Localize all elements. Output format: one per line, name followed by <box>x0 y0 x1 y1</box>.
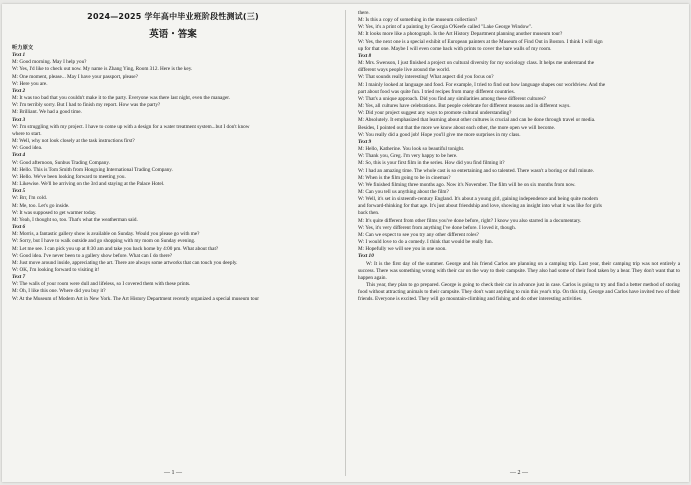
transcript-line: M: Is this a copy of something in the museum collection? <box>358 17 478 24</box>
text-label: Text 9 <box>358 138 372 145</box>
transcript-line: W: Did your project suggest any ways to promote cultural understanding? <box>358 110 512 117</box>
page-number: — 2 — <box>510 470 528 476</box>
transcript-line: W: That sounds really interesting! What aspect did you focus on? <box>358 74 494 81</box>
transcript-line: W: Here you are. <box>12 80 48 87</box>
transcript-line: Besides, I pointed out that the more we know about each other, the more open we will become. <box>358 124 556 131</box>
transcript-line: M: Morris, a fantastic gallery show is available on Sunday. Would you please go with me? <box>12 231 200 238</box>
transcript-line: M: It looks more like a photograph. Is the Art History Department planning another museum tour? <box>358 31 563 38</box>
transcript-line: W: We finished filming three months ago. Now it's November. The film will be on six months from now. <box>358 181 576 188</box>
page-number: — 1 — <box>164 470 182 476</box>
transcript-line: M: Can you tell us anything about the film? <box>358 189 449 195</box>
transcript-line: W: I'm struggling with my project. I have to come up with a design for a water treatment system...but I don't know <box>12 123 250 130</box>
transcript-paragraph: This year, they plan to go prepared. George is going to check their car in advance just in case. Carlos is going to try and find a better method of storing food without attracting animals to their campsite. They don't want anything to ruin this year's trip. On this trip, George and Carlos have invited two of their friends. Everyone is excited. They will go mountain-climbing and fishing and do other interesting activities. <box>358 282 680 303</box>
transcript-line: and forward-thinking for that age. It's just about friendship and love, showing an insight into what it was like for girls <box>358 203 602 210</box>
transcript-line: M: Absolutely. It emphasized that learning about other cultures is crucial and can be done through travel or media. <box>358 117 596 124</box>
transcript-line: M: Yeah, I thought so, too. That's what the weatherman said. <box>12 216 138 223</box>
transcript-line: W: Yes, it's a print of a painting by Georgia O'Keefe called "Lake George Window". <box>358 24 533 31</box>
transcript-line: W: Thank you, Greg. I'm very happy to be here. <box>358 153 458 160</box>
transcript-line: back then. <box>358 210 380 217</box>
transcript-line: W: At the Museum of Modern Art in New York. The Art History Department recently organized a special museum tour <box>12 295 259 302</box>
transcript-line: where to start. <box>12 130 42 137</box>
right-page <box>358 4 680 482</box>
transcript-line: W: Well, it's set in sixteenth-century England. It's about a young girl, gaining independence and being quite modern <box>358 196 599 203</box>
left-transcript <box>12 52 334 303</box>
transcript-line: M: Brilliant. We had a good time. <box>12 109 82 116</box>
text-label: Text 6 <box>12 223 26 230</box>
transcript-line: M: Oh, I like this one. Where did you buy it? <box>12 288 106 295</box>
transcript-line: W: That's a unique approach. Did you find any similarities among these different cultures? <box>358 95 546 102</box>
transcript-line: W: Yes, it's very different from anything I've done before. I loved it, though. <box>358 224 517 231</box>
text-label: Text 10 <box>358 253 374 260</box>
page-title: 2024—2025 学年高中毕业班阶段性测试(三) <box>87 12 259 21</box>
transcript-line: M: It's quite different from other films you've done before, right? I know you also starred in a documentary. <box>358 217 582 224</box>
text-label: Text 4 <box>12 152 26 159</box>
transcript-line: there. <box>358 10 370 16</box>
transcript-line: W: I had an amazing time. The whole cast is so entertaining and so talented. There wasn't a boring or dull minute. <box>358 167 594 174</box>
transcript-line: W: Yes, I'd like to check out now. My name is Zhang Ying, Room 312. Here is the key. <box>12 66 193 73</box>
transcript-line: W: Sorry, but I have to walk outside and go shopping with my mom on Sunday evening. <box>12 238 196 245</box>
transcript-line: W: You really did a good job! Hope you'll give me more surprises in my class. <box>358 131 521 138</box>
section-label: 听力原文 <box>12 45 34 51</box>
text-label: Text 8 <box>358 52 372 59</box>
text-label: Text 7 <box>12 274 26 281</box>
transcript-line: W: Good afternoon, Sunbus Trading Company. <box>12 159 110 166</box>
transcript-line: M: Good morning. May I help you? <box>12 59 87 66</box>
transcript-line: M: One moment, please... May I have your passport, please? <box>12 73 138 80</box>
text-label: Text 3 <box>12 116 26 123</box>
text-label: Text 2 <box>12 87 26 94</box>
right-transcript <box>358 10 680 304</box>
text-label: Text 5 <box>12 188 26 195</box>
transcript-line: different ways people live around the world. <box>358 67 450 74</box>
transcript-line: W: The walls of your room were dull and lifeless, so I covered them with these prints. <box>12 281 191 288</box>
transcript-line: W: Brr, I'm cold. <box>12 195 47 202</box>
transcript-line: M: Likewise. We'll be arriving on the 3rd and staying at the Palace Hotel. <box>12 181 165 187</box>
transcript-line: M: Just move around inside, appreciating the art. There are always some artworks that can touch you deeply. <box>12 259 238 266</box>
transcript-line: M: Can we expect to see you try any other different roles? <box>358 231 479 238</box>
page-divider <box>345 10 346 476</box>
transcript-line: M: So, this is your first film in the series. How did you find filming it? <box>358 160 505 167</box>
transcript-line: up for that one. Maybe I will even come back with prints to cover the bare walls of my room. <box>358 45 552 52</box>
transcript-line: W: Hello. We've been looking forward to meeting you. <box>12 173 126 180</box>
transcript-line: W: Yes, the next one is a special exhibit of European painters at the Museum of Find Out in Boston. I think I will sign <box>358 38 603 45</box>
transcript-line: M: Me, too. Let's go inside. <box>12 202 70 209</box>
text-label: Text 1 <box>12 52 26 58</box>
transcript-line: M: Hopefully we will see you in one soon. <box>358 246 447 253</box>
transcript-line: M: Mrs. Swenson, I just finished a project on cultural diversity for my sociology class. It helps me understand the <box>358 60 594 67</box>
transcript-line: M: Let me see. I can pick you up at 8:30 am and take you back home by 4:00 pm. What about that? <box>12 245 219 252</box>
transcript-line: W: Good idea. <box>12 145 43 152</box>
transcript-line: W: I'm terribly sorry. But I had to finish my report. How was the party? <box>12 102 161 109</box>
transcript-line: M: Hello, Katherine. You look so beautiful tonight. <box>358 146 465 153</box>
transcript-line: M: I mainly looked at language and food. For example, I tried to find out how language shapes our worldview. And the <box>358 81 606 88</box>
answer-sheet <box>2 4 689 482</box>
subject-heading: 英语・答案 <box>149 29 197 40</box>
transcript-line: W: It was supposed to get warmer today. <box>12 209 97 216</box>
transcript-line: M: Yes, all cultures have celebrations. But people celebrate for different reasons and in different ways. <box>358 103 571 110</box>
transcript-line: M: When is the film going to be in cinemas? <box>358 174 451 181</box>
transcript-line: M: Hello. This is Tom Smith from Hongxing International Trading Company. <box>12 166 173 173</box>
transcript-line: part about food was quite fun. I tried recipes from many different countries. <box>358 88 515 95</box>
transcript-line: M: It was too bad that you couldn't make it to the party. Everyone was there last night, even the manager. <box>12 95 230 102</box>
transcript-paragraph: W: It is the first day of the summer. George and his friend Carlos are planning on a camping trip. Last year, their camping trip was not entirely a success. There was something wrong with their car on the way to their campsite. They also had some of their food taken by a bear. They don't want that to happen again. <box>358 260 680 281</box>
transcript-line: M: Well, why not look closely at the task instructions first? <box>12 138 135 145</box>
left-page <box>12 4 334 482</box>
transcript-line: W: OK, I'm looking forward to visiting it! <box>12 266 100 273</box>
transcript-line: W: I would love to do a comedy. I think that would be really fun. <box>358 239 493 246</box>
transcript-line: W: Good idea. I've never been to a gallery show before. What can I do there? <box>12 252 173 259</box>
